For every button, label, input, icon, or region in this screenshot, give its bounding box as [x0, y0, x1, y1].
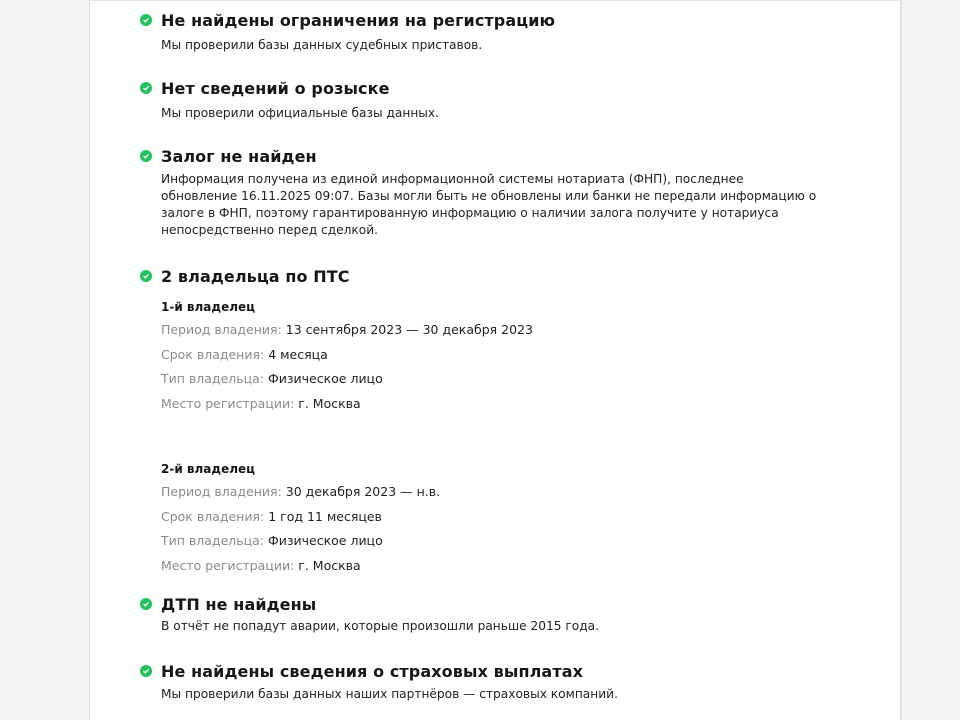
- check-accidents: [140, 593, 840, 635]
- check-title: ДТП не найдены: [161, 594, 317, 614]
- check-pledge: [140, 145, 840, 239]
- field-value: г. Москва: [298, 395, 361, 411]
- field-value: Физическое лицо: [267, 533, 383, 548]
- field-value: 4 месяца: [268, 346, 328, 362]
- check-circle-icon: [140, 150, 152, 162]
- check-insurance-payouts: [140, 660, 840, 703]
- check-description: В отчёт не попадут аварии, которые произошли раньше 2015 года.: [161, 619, 599, 633]
- check-registration-restrictions: [140, 9, 840, 54]
- field-label: Место регистрации:: [161, 395, 295, 411]
- check-owners: [140, 265, 840, 578]
- field-label: Место регистрации:: [161, 557, 295, 573]
- check-title: Залог не найден: [161, 146, 317, 166]
- check-title: Не найдены ограничения на регистрацию: [161, 10, 556, 30]
- field-value: 30 декабря 2023 — н.в.: [285, 484, 441, 499]
- field-label: Период владения:: [161, 484, 282, 499]
- check-title: Нет сведений о розыске: [161, 78, 390, 98]
- field-label: Период владения:: [161, 322, 282, 337]
- field-label: Срок владения:: [161, 346, 265, 362]
- check-circle-icon: [140, 82, 152, 94]
- owner-field: [161, 554, 840, 579]
- owner-field: [161, 529, 840, 554]
- owner-title: 2-й владелец: [161, 462, 256, 476]
- check-circle-icon: [140, 598, 152, 610]
- field-value: 13 сентября 2023 — 30 декабря 2023: [285, 322, 533, 337]
- owner-field: [161, 392, 840, 417]
- owner-field: [161, 343, 840, 368]
- check-title: 2 владельца по ПТС: [161, 266, 350, 286]
- check-circle-icon: [140, 14, 152, 26]
- owner-field: [161, 505, 840, 530]
- check-description: Мы проверили базы данных судебных приставов.: [161, 38, 483, 52]
- report-card: [89, 0, 902, 720]
- check-circle-icon: [140, 665, 152, 677]
- field-value: Физическое лицо: [267, 371, 383, 386]
- owner-field: [161, 480, 840, 505]
- field-value: 1 год 11 месяцев: [268, 508, 382, 524]
- check-title: Не найдены сведения о страховых выплатах: [161, 661, 584, 681]
- field-label: Срок владения:: [161, 508, 265, 524]
- field-value: г. Москва: [298, 557, 361, 573]
- owner-field: [161, 318, 840, 343]
- check-circle-icon: [140, 270, 152, 282]
- owner-title: 1-й владелец: [161, 300, 256, 314]
- field-label: Тип владельца:: [161, 533, 264, 548]
- check-wanted: [140, 77, 840, 122]
- check-description: Мы проверили официальные базы данных.: [161, 106, 440, 120]
- owner-block: [161, 300, 840, 416]
- owner-block: [161, 462, 840, 578]
- check-description: Мы проверили базы данных наших партнёров — страховых компаний.: [161, 687, 618, 701]
- field-label: Тип владельца:: [161, 371, 264, 386]
- check-description: Информация получена из единой информационной системы нотариата (ФНП), последнее обновление 16.11.2025 09:07. Базы могли быть не обновлены или банки не передали информацию о залоге в ФНП, поэтому гарантированную информацию о наличии залога получите у нотариуса непосредственно перед сделкой.: [161, 172, 817, 237]
- owner-field: [161, 367, 840, 392]
